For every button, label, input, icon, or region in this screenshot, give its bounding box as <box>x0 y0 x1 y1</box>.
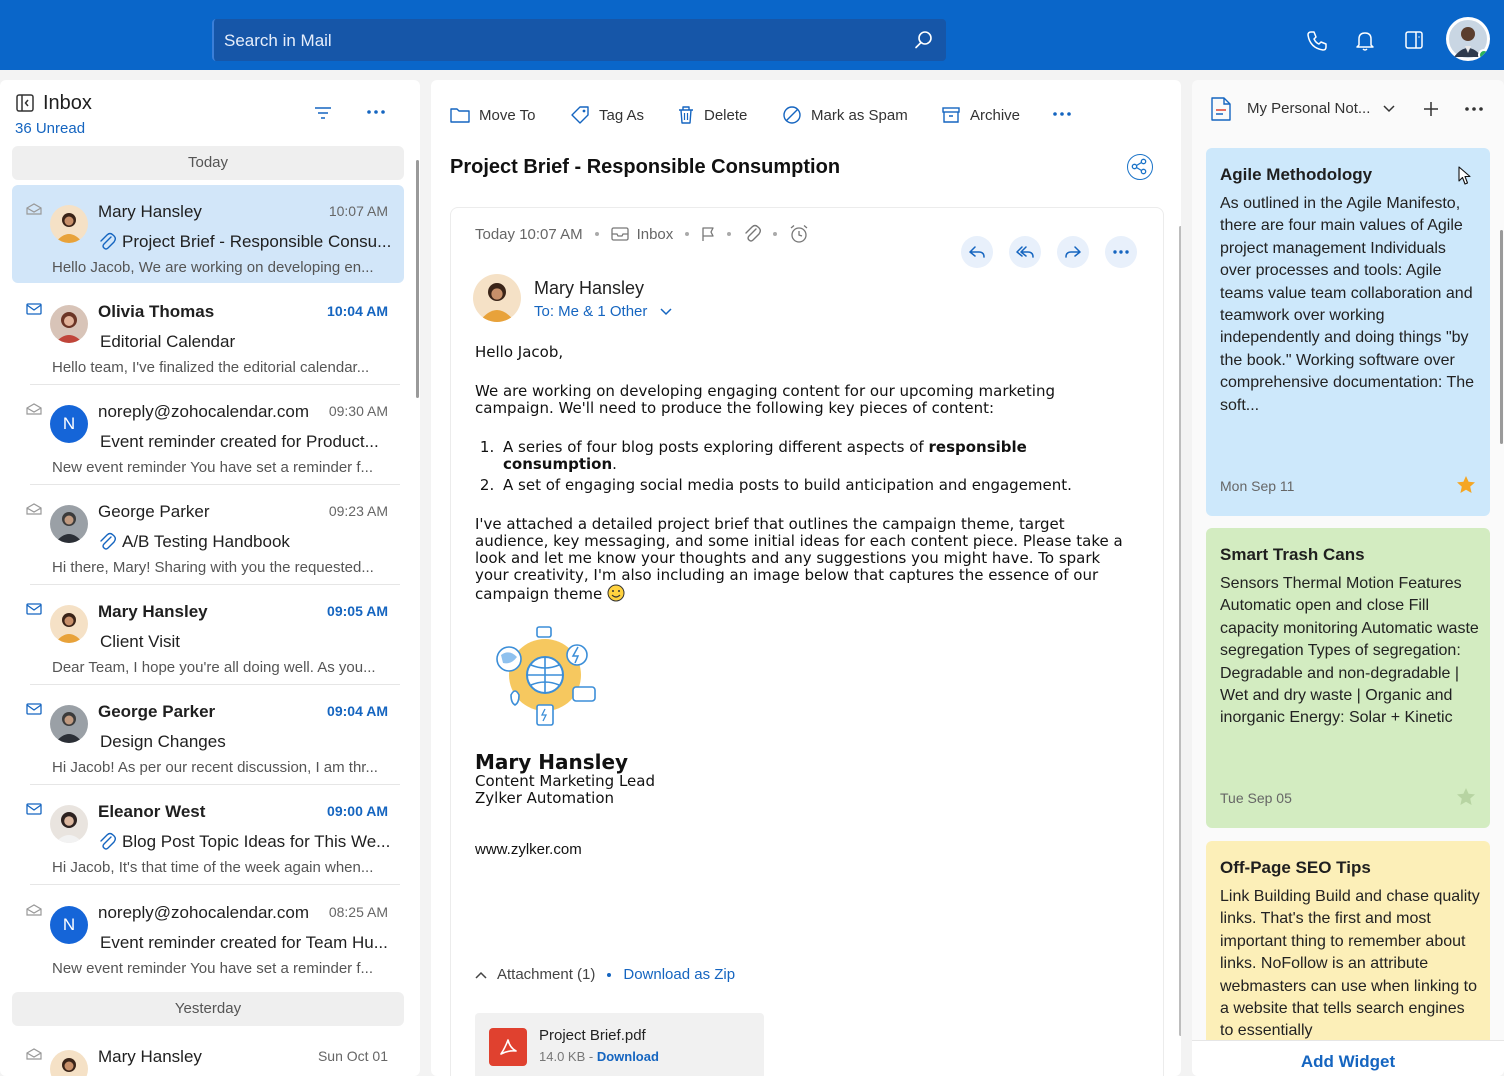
delete-label: Delete <box>704 106 748 124</box>
file-size-text: 14.0 KB - <box>539 1049 597 1064</box>
note-card[interactable] <box>1206 528 1490 828</box>
reply-button[interactable] <box>961 236 993 268</box>
mail-preview: Hi Jacob! As per our recent discussion, I am thr... <box>52 759 378 776</box>
note-document-icon <box>1209 96 1233 122</box>
mail-preview: Hello team, I've finalized the editorial calendar... <box>52 359 370 376</box>
signature-company: Zylker Automation <box>475 789 614 807</box>
mail-sender: Mary Hansley <box>98 202 202 221</box>
attachment-file[interactable] <box>475 1013 764 1076</box>
signature-title: Content Marketing Lead <box>475 772 655 790</box>
mail-sender: Olivia Thomas <box>98 302 215 321</box>
mail-subject: Event reminder created for Team Hu... <box>100 933 388 952</box>
paragraph <box>475 516 1135 603</box>
note-date: Mon Sep 11 <box>1220 478 1295 494</box>
forward-icon <box>1064 243 1082 261</box>
sender-avatar <box>50 305 88 343</box>
reading-pane <box>431 80 1181 1076</box>
mail-sender: noreply@zohocalendar.com <box>98 402 309 421</box>
reply-icon <box>968 243 986 261</box>
email-card <box>450 207 1164 1076</box>
mail-time: 09:30 AM <box>328 403 388 419</box>
note-date: Tue Sep 05 <box>1220 790 1292 806</box>
collapse-folders-icon[interactable] <box>15 93 35 113</box>
attachment-icon <box>98 532 116 552</box>
spam-icon <box>782 105 802 125</box>
note-body: Sensors Thermal Motion Features Automatic open and close Fill capacity monitoring Automatic waste segregation Types of segregation: Degradable and non-degradable | Wet and dry waste | Organic and inorganic Energy: Solar + Kinetic <box>1220 575 1479 727</box>
trash-icon <box>677 105 695 125</box>
paragraph: We are working on developing engaging content for our upcoming marketing campaign. We'll need to produce the following key pieces of content: <box>475 382 1055 417</box>
sender-avatar <box>50 205 88 243</box>
mail-preview: Dear Team, I hope you're all doing well. As you... <box>52 659 376 676</box>
sender-avatar <box>50 605 88 643</box>
mark-as-spam-label: Mark as Spam <box>811 106 908 124</box>
more-options-icon[interactable] <box>367 110 385 114</box>
mail-sender: Mary Hansley <box>98 1047 202 1066</box>
chevron-down-icon <box>1383 105 1395 113</box>
mail-item[interactable] <box>12 785 404 883</box>
reply-all-icon <box>1016 243 1034 261</box>
read-envelope-icon[interactable] <box>26 1048 42 1060</box>
email-body <box>475 344 1135 858</box>
move-to-label: Move To <box>479 106 536 124</box>
download-link[interactable]: Download <box>596 1049 659 1064</box>
unread-envelope-icon[interactable] <box>26 703 42 715</box>
folder-title: Inbox <box>43 92 92 114</box>
greeting: Hello Jacob, <box>475 343 564 361</box>
mail-time: 10:04 AM <box>327 303 388 319</box>
notes-scrollbar[interactable] <box>1500 230 1503 444</box>
tag-as-button[interactable] <box>570 102 644 128</box>
notes-book-selector[interactable] <box>1247 100 1395 117</box>
mail-time: 09:23 AM <box>328 503 388 519</box>
unread-envelope-icon[interactable] <box>26 803 42 815</box>
star-outline-icon[interactable] <box>1456 787 1476 806</box>
mail-item[interactable] <box>12 585 404 683</box>
mail-sender: Mary Hansley <box>98 602 208 621</box>
mail-item[interactable] <box>12 285 404 383</box>
archive-label: Archive <box>970 106 1021 124</box>
list-item-bold: responsible consumption <box>503 438 1027 473</box>
notes-book-title: My Personal Not... <box>1247 100 1371 117</box>
unread-envelope-icon[interactable] <box>26 603 42 615</box>
meta-dot <box>595 232 599 236</box>
filter-icon[interactable] <box>314 106 332 120</box>
mail-preview: New event reminder You have set a reminder f... <box>52 459 374 476</box>
date-separator-today: Today <box>12 146 404 180</box>
email-date: Today 10:07 AM <box>475 225 583 243</box>
mail-item[interactable] <box>12 685 404 783</box>
mail-subject: Client Visit <box>100 632 180 651</box>
read-envelope-icon[interactable] <box>26 503 42 515</box>
list-divider <box>30 884 400 885</box>
unread-envelope-icon[interactable] <box>26 303 42 315</box>
notes-widget-pane <box>1192 80 1504 1076</box>
flag-icon[interactable] <box>701 226 715 242</box>
mail-subject: Project Brief - Responsible Consu... <box>122 232 392 251</box>
move-to-button[interactable] <box>450 102 535 128</box>
pdf-icon <box>489 1028 527 1066</box>
website-link[interactable]: www.zylker.com <box>475 841 582 858</box>
meta-dot <box>685 232 689 236</box>
note-title: Smart Trash Cans <box>1220 545 1365 564</box>
inbox-icon <box>611 227 629 241</box>
archive-icon <box>941 105 961 125</box>
mail-item[interactable] <box>12 385 404 483</box>
chevron-down-icon <box>660 308 672 316</box>
meta-dot <box>607 973 611 977</box>
list-item <box>499 439 1135 473</box>
delete-button[interactable] <box>677 102 747 128</box>
sender-avatar <box>50 1050 88 1076</box>
attachment-icon <box>98 232 116 252</box>
mail-time: 09:05 AM <box>327 603 388 619</box>
search-input[interactable]: Search in Mail <box>224 31 332 50</box>
download-zip-link[interactable]: Download as Zip <box>623 966 736 983</box>
mail-subject: Blog Post Topic Ideas for This We... <box>122 832 391 851</box>
add-widget-button[interactable]: Add Widget <box>1192 1040 1504 1076</box>
more-icon <box>1112 243 1130 261</box>
mail-time: 10:07 AM <box>328 203 388 219</box>
list-item-text: . <box>612 455 617 473</box>
archive-button[interactable] <box>941 102 1020 128</box>
mail-item[interactable] <box>12 485 404 583</box>
note-card[interactable] <box>1206 841 1490 1061</box>
mail-item[interactable] <box>12 886 404 984</box>
more-options-icon[interactable] <box>1465 107 1483 111</box>
read-envelope-icon[interactable] <box>26 403 42 415</box>
mail-sender: Eleanor West <box>98 802 206 821</box>
top-bar <box>0 0 1504 70</box>
attachment-icon[interactable] <box>743 224 761 244</box>
sender-avatar[interactable] <box>473 274 521 322</box>
read-envelope-icon[interactable] <box>26 904 42 916</box>
note-card[interactable] <box>1206 148 1490 516</box>
email-meta <box>475 224 809 244</box>
attachment-file-name: Project Brief.pdf <box>539 1027 646 1044</box>
attachment-count[interactable]: Attachment (1) <box>497 966 596 983</box>
list-item: 2. A set of engaging social media posts to build anticipation and engagement. <box>499 477 1135 494</box>
cursor-pointer-icon <box>1458 166 1472 186</box>
mail-preview: Hello Jacob, We are working on developing en... <box>52 259 374 276</box>
date-separator-yesterday: Yesterday <box>12 992 404 1026</box>
mail-list-scrollbar[interactable] <box>416 160 419 398</box>
mail-sender: George Parker <box>98 702 216 721</box>
reminder-clock-icon[interactable] <box>789 224 809 244</box>
side-panel-icon[interactable] <box>1404 30 1424 50</box>
recipients-toggle[interactable] <box>534 303 672 320</box>
note-title: Off-Page SEO Tips <box>1220 858 1371 877</box>
email-subject: Project Brief - Responsible Consumption <box>450 156 841 178</box>
mark-as-spam-button[interactable] <box>782 102 908 128</box>
mail-preview: Hi Jacob, It's that time of the week again when... <box>52 859 374 876</box>
mail-preview: Hi there, Mary! Sharing with you the requested... <box>52 559 374 576</box>
mail-time: 09:00 AM <box>327 803 388 819</box>
mail-item[interactable] <box>12 185 404 283</box>
sender-avatar <box>50 805 88 843</box>
tag-icon <box>570 105 590 125</box>
mail-subject: A/B Testing Handbook <box>122 532 290 551</box>
mail-subject: Design Changes <box>100 732 226 751</box>
star-filled-icon[interactable] <box>1456 475 1476 494</box>
folder-icon <box>450 106 470 124</box>
sender-initial-avatar: N <box>50 405 88 443</box>
list-item-text: A series of four blog posts exploring different aspects of <box>503 438 929 456</box>
mail-subject: Editorial Calendar <box>100 332 236 351</box>
recipients-label: To: Me & 1 Other <box>534 303 648 320</box>
campaign-illustration <box>489 625 1135 731</box>
user-avatar[interactable] <box>1446 17 1490 61</box>
sender-name[interactable]: Mary Hansley <box>534 278 645 298</box>
online-status-dot <box>1478 49 1490 61</box>
more-actions-icon[interactable] <box>1053 112 1071 116</box>
note-body: Link Building Build and chase quality links. That's the first and most important thing to remember about links. NoFollow is an attribute webmasters can use when linking to a website that tells search engines to essentially <box>1220 888 1480 1040</box>
attachment-icon <box>98 832 116 852</box>
email-folder[interactable]: Inbox <box>636 225 674 243</box>
share-icon[interactable] <box>1127 154 1153 180</box>
chevron-up-icon[interactable] <box>475 971 487 979</box>
attachment-header <box>475 966 735 983</box>
tag-as-label: Tag As <box>599 106 645 124</box>
mail-list-pane <box>0 80 420 1076</box>
mail-time: 09:04 AM <box>327 703 388 719</box>
meta-dot <box>727 232 731 236</box>
reply-all-button[interactable] <box>1009 236 1041 268</box>
content-list <box>499 439 1135 494</box>
mail-preview: New event reminder You have set a reminder f... <box>52 960 374 977</box>
sender-avatar <box>50 505 88 543</box>
mail-time: Sun Oct 01 <box>317 1048 388 1064</box>
search-bar[interactable] <box>212 19 946 61</box>
sender-avatar <box>50 705 88 743</box>
forward-button[interactable] <box>1057 236 1089 268</box>
mail-item[interactable] <box>12 1030 404 1076</box>
attachment-file-size <box>539 1049 659 1064</box>
mail-subject: Event reminder created for Product... <box>100 432 379 451</box>
bell-icon[interactable] <box>1355 30 1375 52</box>
phone-icon[interactable] <box>1306 30 1328 52</box>
smile-emoji-icon <box>607 584 625 602</box>
sender-initial-avatar: N <box>50 906 88 944</box>
read-envelope-icon[interactable] <box>26 203 42 215</box>
more-email-actions-button[interactable] <box>1105 236 1137 268</box>
add-note-icon[interactable] <box>1423 101 1439 117</box>
signature-name: Mary Hansley <box>475 750 629 774</box>
mail-sender: George Parker <box>98 502 210 521</box>
paragraph-text: I've attached a detailed project brief that outlines the campaign theme, target audience, key messaging, and some initial ideas for each content piece. Please take a look and let me know your thoughts and any suggestions you might have. To spark your creativity, I'm also including an image below that captures the essence of our campaign theme <box>475 515 1123 603</box>
unread-count[interactable]: 36 Unread <box>15 120 86 137</box>
search-icon[interactable] <box>914 30 934 50</box>
mail-sender: noreply@zohocalendar.com <box>98 903 309 922</box>
meta-dot <box>773 232 777 236</box>
note-body: As outlined in the Agile Manifesto, there are four main values of Agile project management Individuals over processes and tools: Agile teams value team collaboration and teamwork over working independently and doing things "by the book." Working software over comprehensive documentation: The soft... <box>1220 195 1475 414</box>
mail-time: 08:25 AM <box>328 904 388 920</box>
reading-pane-scrollbar[interactable] <box>1179 226 1181 1036</box>
note-title: Agile Methodology <box>1220 165 1373 184</box>
